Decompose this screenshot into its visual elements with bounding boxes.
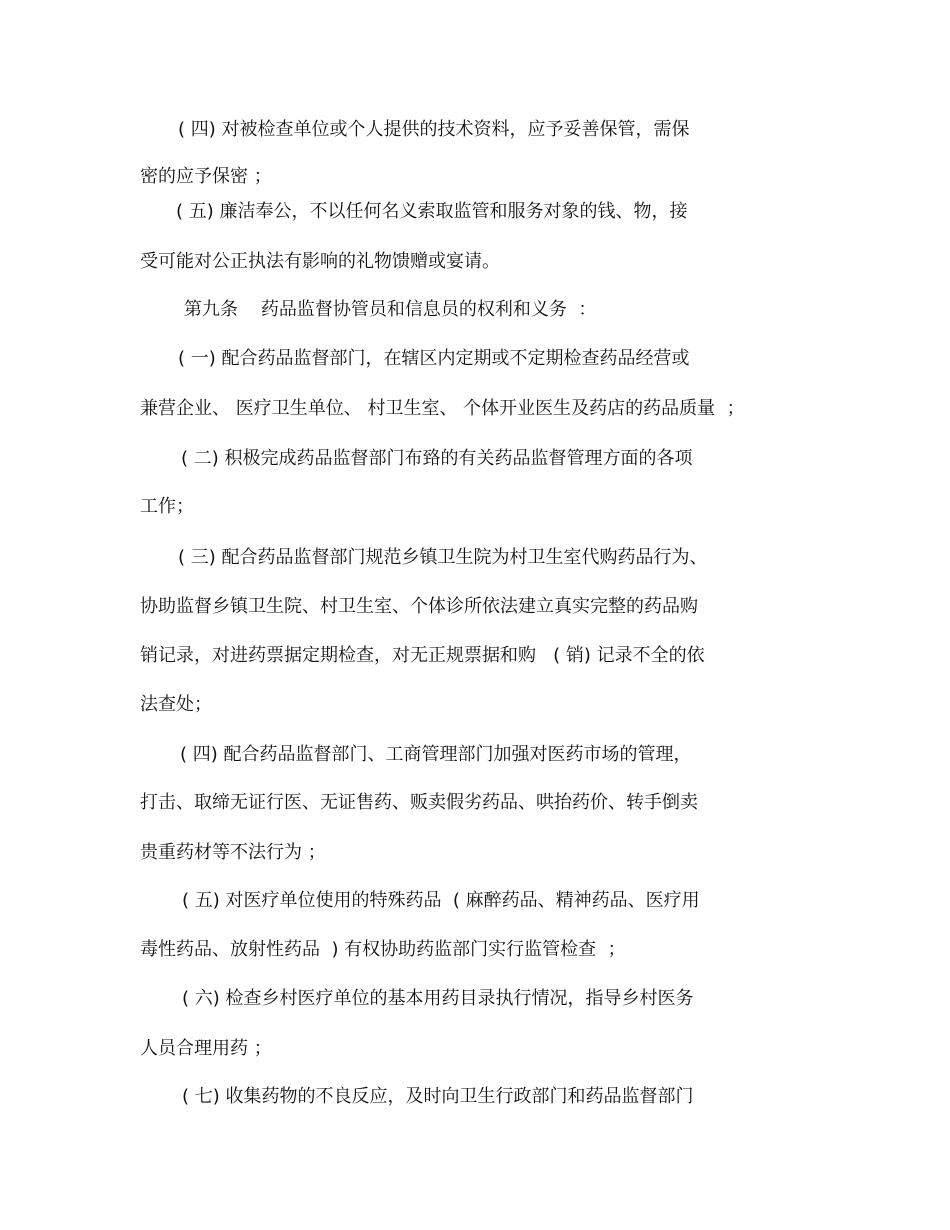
text-line: 协助监督乡镇卫生院、村卫生室、个体诊所依法建立真实完整的药品购 [140, 596, 698, 617]
text-line: ( 二) 积极完成药品监督部门布臵的有关药品监督管理方面的各项 [181, 448, 693, 469]
text-line: ( 五) 廉洁奉公，不以任何名义索取监管和服务对象的钱、物，接 [176, 201, 688, 222]
text-line: 法查处； [140, 694, 212, 715]
text-line: 密的应予保密 ； [140, 166, 272, 187]
text-line: 受可能对公正执法有影响的礼物馈赠或宴请。 [140, 251, 500, 272]
article-heading: 第九条 药品监督协管员和信息员的权利和义务 ： [184, 299, 597, 320]
text-line: ( 五) 对医疗单位使用的特殊药品 ( 麻醉药品、精神药品、医疗用 [182, 890, 700, 911]
text-line: 兼营企业、 医疗卫生单位、 村卫生室、 个体开业医生及药店的药品质量 ； [140, 398, 745, 419]
text-line: ( 七) 收集药物的不良反应，及时向卫生行政部门和药品监督部门 [182, 1086, 694, 1107]
text-line: 销记录，对进药票据定期检查，对无正规票据和购 ( 销) 记录不全的依 [140, 645, 705, 666]
text-line: 贵重药材等不法行为 ； [140, 842, 326, 863]
text-line: ( 六) 检查乡村医疗单位的基本用药目录执行情况，指导乡村医务 [182, 988, 694, 1009]
text-line: 打击、取缔无证行医、无证售药、贩卖假劣药品、哄抬药价、转手倒卖 [140, 792, 698, 813]
text-line: 毒性药品、放射性药品 ) 有权协助药监部门实行监管检查 ； [140, 939, 626, 960]
text-line: ( 四) 配合药品监督部门、工商管理部门加强对医药市场的管理， [180, 744, 692, 765]
text-line: ( 三) 配合药品监督部门规范乡镇卫生院为村卫生室代购药品行为、 [178, 547, 708, 568]
text-line: ( 四) 对被检查单位或个人提供的技术资料，应予妥善保管，需保 [178, 119, 690, 140]
text-line: ( 一) 配合药品监督部门，在辖区内定期或不定期检查药品经营或 [178, 348, 690, 369]
text-line: 人员合理用药 ； [140, 1038, 272, 1059]
text-line: 工作； [140, 496, 194, 517]
